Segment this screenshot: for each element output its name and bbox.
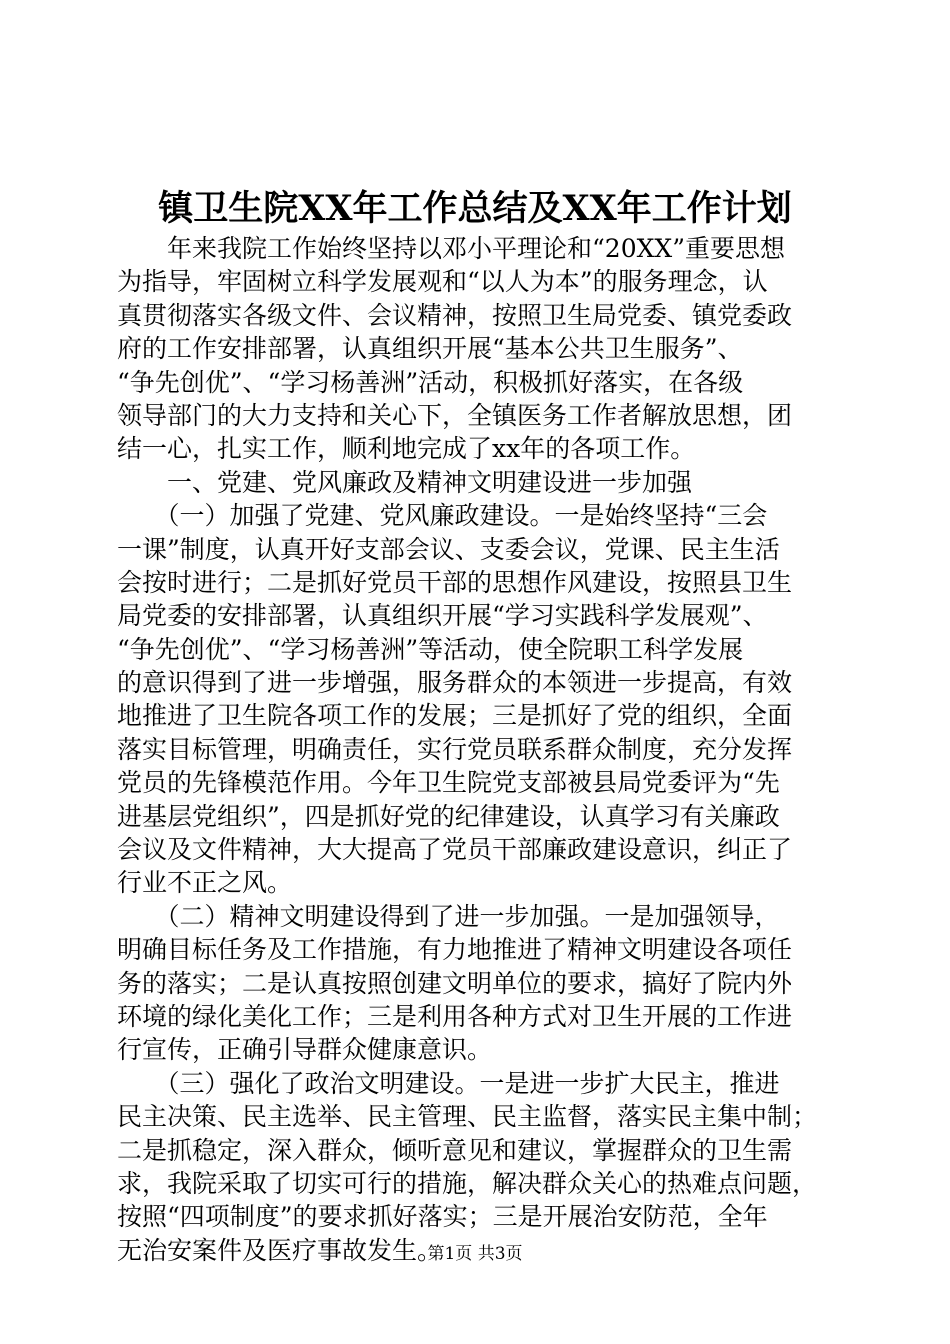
paragraph-line: 民主决策、民主选举、民主管理、民主监督，落实民主集中制； (117, 1102, 818, 1132)
paragraph-line: 环境的绿化美化工作；三是利用各种方式对卫生开展的工作进 (117, 1001, 793, 1031)
paragraph-line: 行宣传，正确引导群众健康意识。 (117, 1035, 493, 1065)
paragraph-line: （三）强化了政治文明建设。一是进一步扩大民主，推进 (117, 1068, 780, 1098)
paragraph-line: 二是抓稳定，深入群众，倾听意见和建议，掌握群众的卫生需 (117, 1135, 793, 1165)
paragraph-line: 地推进了卫生院各项工作的发展；三是抓好了党的组织，全面 (117, 701, 793, 731)
paragraph-line: 一、党建、党风廉政及精神文明建设进一步加强 (117, 467, 693, 497)
paragraph-line: 无治安案件及医疗事故发生。 (117, 1235, 443, 1265)
paragraph-line: 为指导，牢固树立科学发展观和“以人为本”的服务理念，认 (117, 267, 768, 297)
paragraph-line: 真贯彻落实各级文件、会议精神，按照卫生局党委、镇党委政 (117, 300, 793, 330)
paragraph-line: 局党委的安排部署，认真组织开展“学习实践科学发展观”、 (117, 601, 768, 631)
paragraph-line: 领导部门的大力支持和关心下，全镇医务工作者解放思想，团 (117, 400, 793, 430)
paragraph-line: 进基层党组织”，四是抓好党的纪律建设，认真学习有关廉政 (117, 801, 780, 831)
paragraph-line: 行业不正之风。 (117, 868, 293, 898)
paragraph-line: 会按时进行；二是抓好党员干部的思想作风建设，按照县卫生 (117, 567, 793, 597)
paragraph-line: 党员的先锋模范作用。今年卫生院党支部被县局党委评为“先 (117, 768, 780, 798)
document-title: 镇卫生院XX年工作总结及XX年工作计划 (158, 188, 792, 229)
paragraph-line: 按照“四项制度”的要求抓好落实；三是开展治安防范，全年 (117, 1202, 768, 1232)
paragraph-line: 结一心，扎实工作，顺利地完成了xx年的各项工作。 (117, 434, 696, 464)
paragraph-line: 落实目标管理，明确责任，实行党员联系群众制度，充分发挥 (117, 734, 793, 764)
paragraph-line: （二）精神文明建设得到了进一步加强。一是加强领导， (117, 901, 780, 931)
paragraph-line: 务的落实；二是认真按照创建文明单位的要求，搞好了院内外 (117, 968, 793, 998)
paragraph-line: 会议及文件精神，大大提高了党员干部廉政建设意识，纠正了 (117, 835, 793, 865)
page-number: 第1页 共3页 (427, 1244, 523, 1264)
paragraph-line: 求，我院采取了切实可行的措施，解决群众关心的热难点问题， (117, 1168, 818, 1198)
paragraph-line: “争先创优”、“学习杨善洲”活动，积极抓好落实，在各级 (117, 367, 744, 397)
document-body (117, 232, 847, 1267)
paragraph-line: 年来我院工作始终坚持以邓小平理论和“20XX”重要思想 (117, 234, 785, 263)
paragraph-line: 府的工作安排部署，认真组织开展“基本公共卫生服务”、 (117, 334, 743, 364)
paragraph-line: 一课”制度，认真开好支部会议、支委会议，党课、民主生活 (117, 534, 780, 564)
paragraph-line: “争先创优”、“学习杨善洲”等活动，使全院职工科学发展 (117, 634, 744, 664)
paragraph-line: （一）加强了党建、党风廉政建设。一是始终坚持“三会 (117, 501, 768, 531)
paragraph-line: 明确目标任务及工作措施，有力地推进了精神文明建设各项任 (117, 935, 793, 965)
paragraph-line: 的意识得到了进一步增强，服务群众的本领进一步提高，有效 (117, 668, 793, 698)
